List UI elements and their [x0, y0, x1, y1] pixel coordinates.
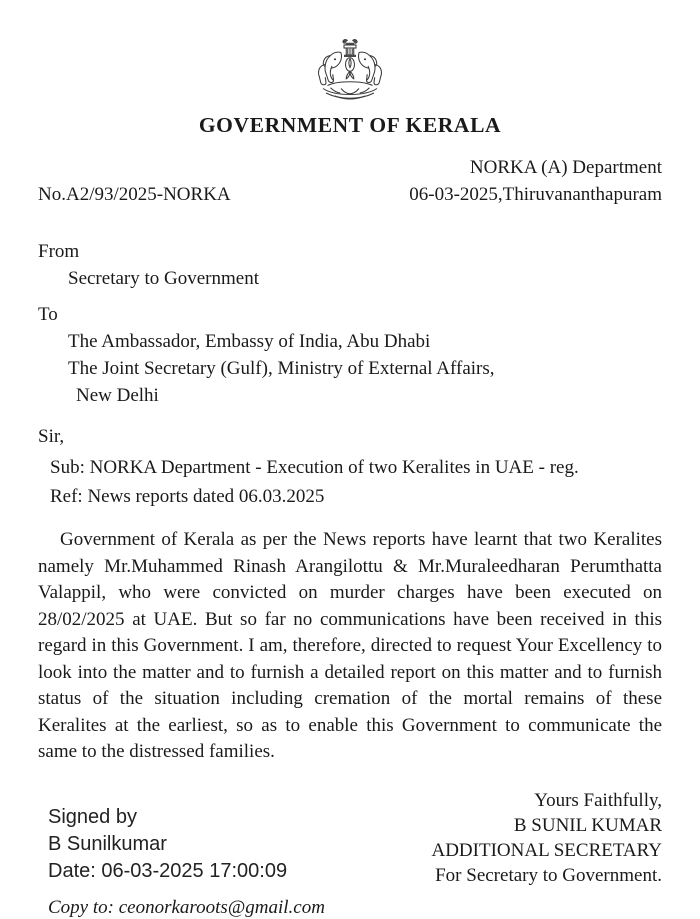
reference-line: Ref: News reports dated 06.03.2025	[50, 486, 325, 507]
to-recipient-1: The Ambassador, Embassy of India, Abu Dhabi	[68, 331, 431, 352]
to-block	[38, 301, 662, 409]
to-recipient-3: New Delhi	[76, 385, 159, 406]
subject-line: Sub: NORKA Department - Execution of two Keralites in UAE - reg.	[50, 457, 579, 478]
copy-to-line: Copy to: ceonorkaroots@gmail.com	[48, 896, 325, 918]
from-name: Secretary to Government	[68, 268, 259, 289]
date-and-place: 06-03-2025,Thiruvananthapuram	[409, 184, 662, 205]
to-label: To	[38, 304, 58, 325]
department-name: NORKA (A) Department	[469, 157, 662, 178]
digital-signature-stamp	[48, 786, 287, 885]
from-label: From	[38, 241, 80, 262]
salutation: Sir,	[38, 426, 65, 447]
file-number-date-row	[38, 181, 662, 208]
kerala-state-emblem-icon	[305, 36, 395, 102]
signatory-designation: ADDITIONAL SECRETARY	[431, 839, 662, 861]
valediction: Yours Faithfully,	[534, 789, 662, 811]
reference-header	[38, 154, 662, 208]
sign-off-block	[431, 786, 662, 888]
address-block	[38, 238, 662, 409]
letter-body: Government of Kerala as per the News reports have learnt that two Keralites namely Mr.Muhammed Rinash Arangilottu & Mr.Muraleedharan Perumthatta Valappil, who were convicted on murder charges have been executed on 28/02/2025 at UAE. But so far no communications have been received in this regard in this Government. I am, therefore, directed to request Your Excellency to look into the matter and to furnish a detailed report on this matter and to furnish status of the situation including cremation of the mortal remains of these Keralites at the earliest, so as to enable this Government to communicate the same to the distressed families.	[38, 529, 662, 762]
to-recipient-2: The Joint Secretary (Gulf), Ministry of External Affairs,	[68, 358, 495, 379]
government-title: GOVERNMENT OF KERALA	[198, 113, 502, 137]
file-number: No.A2/93/2025-NORKA	[38, 184, 231, 205]
signatory-on-behalf: For Secretary to Government.	[435, 864, 662, 886]
signatory-name: B SUNIL KUMAR	[513, 814, 662, 836]
from-block	[38, 238, 662, 292]
signed-by-label: Signed by	[48, 805, 137, 828]
closing-block	[38, 786, 662, 888]
subject-reference-block	[50, 453, 662, 511]
signer-name: B Sunilkumar	[48, 832, 167, 855]
emblem-container	[38, 0, 662, 107]
signature-date: Date: 06-03-2025 17:00:09	[48, 859, 288, 882]
